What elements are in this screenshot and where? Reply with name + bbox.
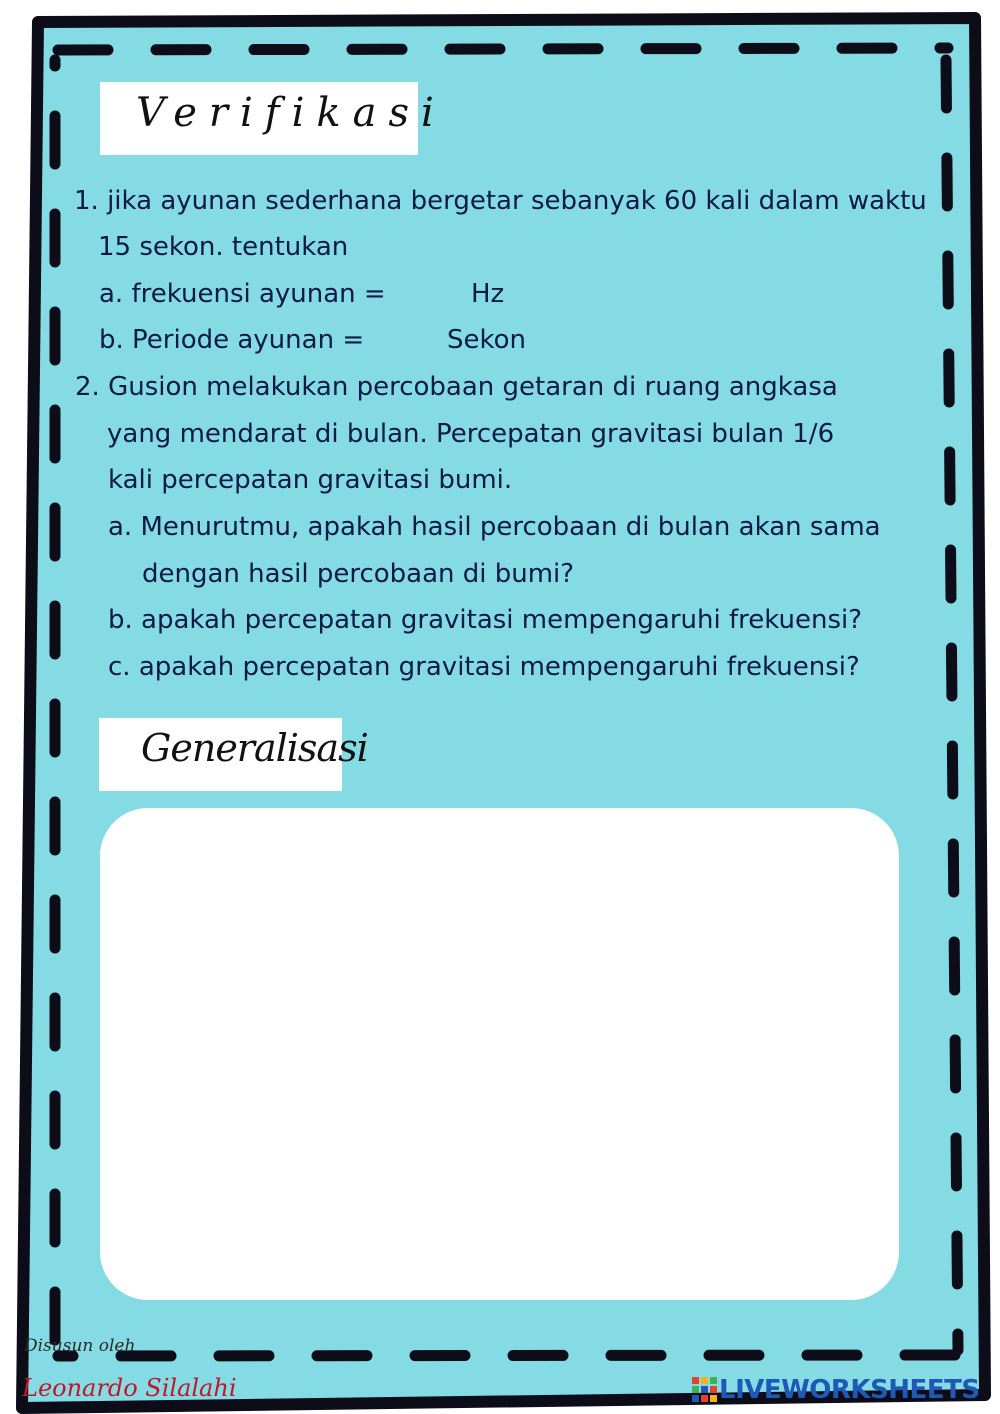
question-2a-line-2: dengan hasil percobaan di bumi? xyxy=(142,559,575,589)
question-1-line-1: 1. jika ayunan sederhana bergetar sebanyak 60 kali dalam waktu xyxy=(74,186,927,216)
liveworksheets-brand-text: LIVEWORKSHEETS xyxy=(719,1375,980,1405)
generalisasi-answer-area[interactable] xyxy=(100,808,899,1300)
question-2a-line-1: a. Menurutmu, apakah hasil percobaan di bulan akan sama xyxy=(108,512,881,542)
liveworksheets-logo xyxy=(692,1375,992,1405)
generalisasi-title: Generalisasi xyxy=(141,726,368,770)
question-1a-unit: Hz xyxy=(471,279,505,309)
question-1a-label: a. frekuensi ayunan = xyxy=(99,279,386,309)
verifikasi-title: Verifikasi xyxy=(136,90,446,136)
question-1b-label: b. Periode ayunan = xyxy=(99,325,365,355)
liveworksheets-blocks-icon xyxy=(692,1377,718,1403)
question-2b: b. apakah percepatan gravitasi mempengaruhi frekuensi? xyxy=(108,605,863,635)
question-1-line-2: 15 sekon. tentukan xyxy=(98,232,349,262)
author-name: Leonardo Silalahi xyxy=(22,1374,237,1402)
generalisasi-heading-box xyxy=(99,718,368,791)
question-2-line-2: yang mendarat di bulan. Percepatan gravitasi bulan 1/6 xyxy=(107,419,835,449)
question-2c: c. apakah percepatan gravitasi mempengaruhi frekuensi? xyxy=(108,652,860,682)
question-2-line-1: 2. Gusion melakukan percobaan getaran di ruang angkasa xyxy=(75,372,838,402)
question-1b-unit: Sekon xyxy=(447,325,527,355)
author-label: Disusun oleh xyxy=(24,1336,136,1356)
verifikasi-heading-box xyxy=(100,82,446,155)
question-2-line-3: kali percepatan gravitasi bumi. xyxy=(108,465,513,495)
